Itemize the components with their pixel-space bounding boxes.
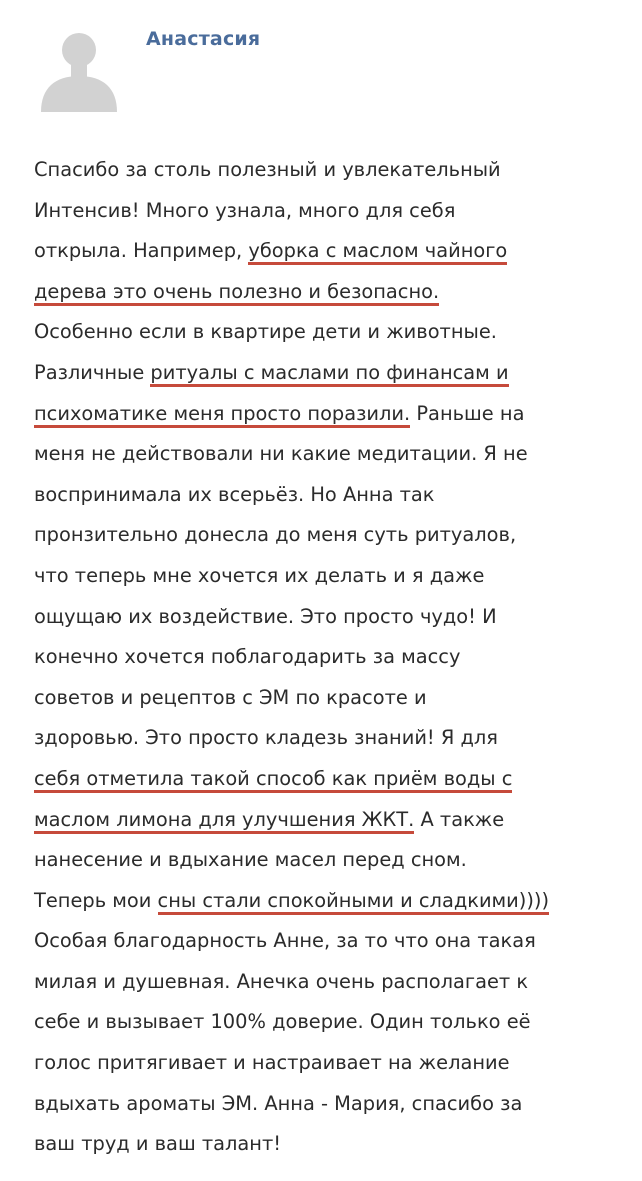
review-line [34,434,634,475]
review-text-segment: воспринимала их всерьёз. Но Анна так [34,482,435,506]
review-text-segment: меня не действовали ни какие медитации. Я не [34,442,528,466]
review-line [34,840,634,881]
review-line [34,394,634,435]
author-name[interactable]: Анастасия [146,28,261,50]
review-text-segment: А также [414,807,505,831]
review-line [34,637,634,678]
review-line [34,881,634,922]
underlined-highlight: маслом лимона для улучшения ЖКТ. [34,808,414,834]
review-line [34,191,634,232]
review-line [34,678,634,719]
review-text-segment: конечно хочется поблагодарить за массу [34,645,461,669]
review-line [34,1002,634,1043]
review-text-segment: здоровью. Это просто кладезь знаний! Я для [34,726,498,750]
review-text-segment: что теперь мне хочется их делать и я даже [34,563,485,587]
review-line [34,718,634,759]
underlined-highlight: дерева это очень полезно и безопасно. [34,280,439,306]
review-line [34,759,634,800]
review-text-segment: Раньше на [410,401,525,425]
review-text-segment: Теперь мои [34,888,158,912]
review-line [34,1124,634,1165]
review-line [34,312,634,353]
review-line [34,1043,634,1084]
review-text-segment: милая и душевная. Анечка очень располагает к [34,969,529,993]
review-text-segment: Особенно если в квартире дети и животные. [34,320,497,344]
review-line [34,597,634,638]
review-line [34,962,634,1003]
review-text-segment: Особая благодарность Анне, за то что она такая [34,929,536,953]
review-text-segment: советов и рецептов с ЭМ по красоте и [34,685,427,709]
underlined-highlight: ритуалы с маслами по финансам и [150,361,508,387]
review-text [34,150,634,1165]
review-line [34,231,634,272]
underlined-highlight: сны стали спокойными и сладкими)))) [158,889,550,915]
review-text-segment: нанесение и вдыхание масел перед сном. [34,848,467,872]
review-text-segment: Различные [34,360,151,384]
review-text-segment: пронзительно донесла до меня суть ритуалов, [34,523,517,547]
review-line [34,272,634,313]
review-text-segment: себе и вызывает 100% доверие. Один только её [34,1010,531,1034]
review-text-segment: Спасибо за столь полезный и увлекательный [34,158,501,181]
review-text-segment: вдыхать ароматы ЭМ. Анна - Мария, спасибо за [34,1091,523,1115]
underlined-highlight: психоматике меня просто поразили. [34,402,410,428]
review-line [34,1084,634,1125]
review-line [34,150,634,191]
review-header [0,0,642,130]
review-line [34,556,634,597]
review-text-segment: открыла. Например, [34,239,249,263]
review-line [34,353,634,394]
review-line [34,800,634,841]
underlined-highlight: себя отметила такой способ как приём воды с [34,767,512,793]
review-line [34,515,634,556]
review-text-segment: ваш труд и ваш талант! [34,1132,282,1156]
review-text-segment: Интенсив! Много узнала, много для себя [34,198,456,222]
review-text-segment: ощущаю их воздействие. Это просто чудо! И [34,604,497,628]
review-line [34,921,634,962]
review-line [34,475,634,516]
user-silhouette-icon [33,22,125,112]
review-text-segment: голос притягивает и настраивает на желание [34,1051,510,1075]
underlined-highlight: уборка с маслом чайного [248,239,507,265]
